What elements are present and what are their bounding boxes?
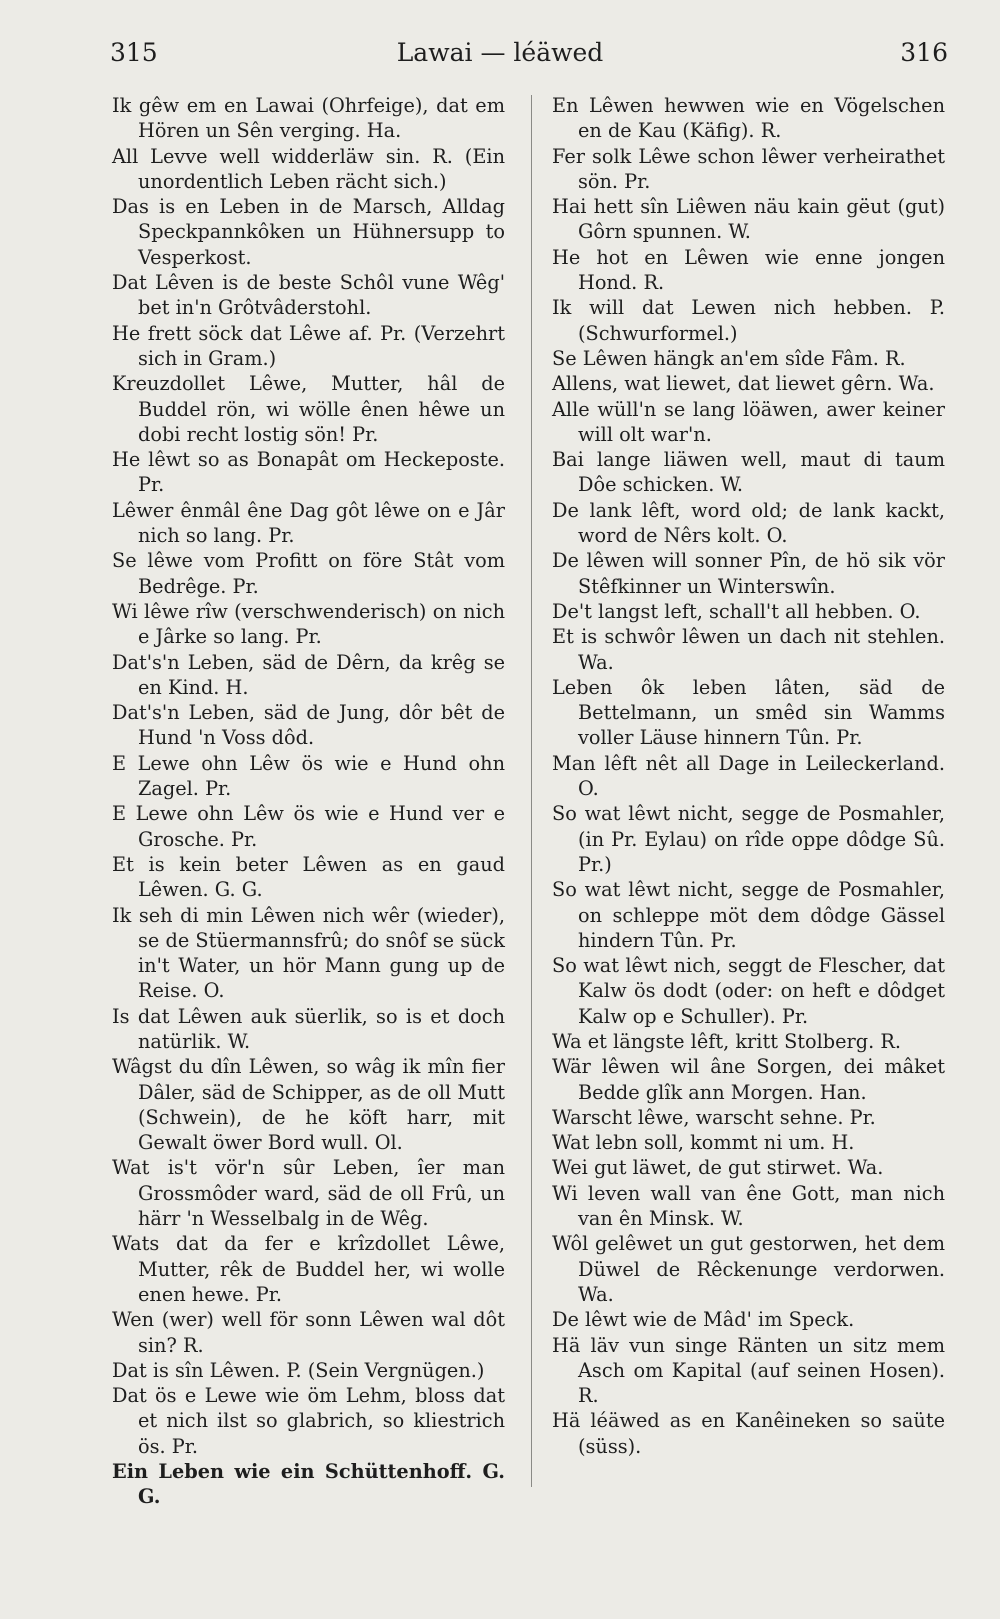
proverb-entry: De lank lêft, word old; de lank kackt, word de Nêrs kolt. O. xyxy=(552,498,945,548)
proverb-entry: Et is schwôr lêwen un dach nit stehlen. Wa. xyxy=(552,625,945,674)
proverb-entry: Wär lêwen wil âne Sorgen, dei mâket Bedde glîk ann Morgen. Han. xyxy=(552,1055,945,1104)
proverb-entry: Leben ôk leben lâten, säd de Bettelmann, un smêd sin Wamms voller Läuse hinnern Tûn. Pr. xyxy=(552,675,945,750)
proverb-entry: Dat ös e Lewe wie öm Lehm, bloss dat et nich ilst so glabrich, so kliestrich ös. Pr. xyxy=(112,1384,505,1458)
proverb-entry: Allens, wat liewet, dat liewet gêrn. Wa. xyxy=(552,372,935,396)
proverb-entry: Ik gêw em en Lawai (Ohrfeige), dat em Hören un Sên verging. Ha. xyxy=(112,94,505,143)
proverb-entry: So wat lêwt nicht, segge de Posmahler, (in Pr. Eylau) on rîde oppe dôdge Sû. Pr.) xyxy=(552,802,945,876)
proverb-entry: Se lêwe vom Profitt on före Stât vom Bedrêge. Pr. xyxy=(112,549,505,598)
proverb-entry: Ik seh di min Lêwen nich wêr (wieder), se de Stüermannsfrû; do snôf se sück in't Water, un hör Mann gung up de Reise. O. xyxy=(112,903,505,1003)
left-column xyxy=(112,93,505,1510)
proverb-entry: De lêwt wie de Mâd' im Speck. xyxy=(552,1308,855,1332)
proverb-entry: Fer solk Lêwe schon lêwer verheirathet sön. Pr. xyxy=(552,144,945,193)
proverb-entry: Man lêft nêt all Dage in Leileckerland. O. xyxy=(552,751,945,801)
proverb-entry: Wats dat da fer e krîzdollet Lêwe, Mutter, rêk de Buddel her, wi wolle enen hewe. Pr. xyxy=(112,1232,505,1306)
left-page-number: 315 xyxy=(110,38,158,67)
proverb-entry: Das is en Leben in de Marsch, Alldag Speckpannkôken un Hühnersupp to Vesperkost. xyxy=(112,195,505,269)
proverb-entry: He lêwt so as Bonapât om Heckeposte. Pr. xyxy=(112,448,505,497)
proverb-entry: Wi leven wall van êne Gott, man nich van ên Minsk. W. xyxy=(552,1181,945,1231)
proverb-entry: Hä läv vun singe Ränten un sitz mem Asch om Kapital (auf seinen Hosen). R. xyxy=(552,1333,945,1408)
proverb-entry: De't langst left, schall't all hebben. O. xyxy=(552,599,921,623)
proverb-entry: He hot en Lêwen wie enne jongen Hond. R. xyxy=(552,245,945,295)
proverb-entry: De lêwen will sonner Pîn, de hö sik vör Stêfkinner un Winterswîn. xyxy=(552,549,945,598)
proverb-entry: All Levve well widderläw sin. R. (Ein unordentlich Leben rächt sich.) xyxy=(112,144,505,193)
proverb-entry: Ein Leben wie ein Schüttenhoff. G. G. xyxy=(112,1460,505,1509)
proverb-entry: He frett söck dat Lêwe af. Pr. (Verzehrt sich in Gram.) xyxy=(112,321,505,370)
proverb-entry: En Lêwen hewwen wie en Vögelschen en de Kau (Käfig). R. xyxy=(552,94,945,143)
proverb-entry: Wâgst du dîn Lêwen, so wâg ik mîn fier Dâler, säd de Schipper, as de oll Mutt (Schwein), de he köft harr, mit Gewalt öwer Bord wull. Ol. xyxy=(112,1055,505,1155)
proverb-entry: Wat lebn soll, kommt ni um. H. xyxy=(552,1131,855,1155)
column-divider xyxy=(531,95,532,1487)
proverb-entry: Ik will dat Lewen nich hebben. P. (Schwurformel.) xyxy=(552,296,945,345)
proverb-entry: So wat lêwt nicht, segge de Posmahler, on schleppe möt dem dôdge Gässel hindern Tûn. Pr. xyxy=(552,878,945,952)
proverb-entry: Alle wüll'n se lang löäwen, awer keiner will olt war'n. xyxy=(552,397,945,446)
proverb-entry: Wa et längste lêft, kritt Stolberg. R. xyxy=(552,1029,902,1053)
proverb-entry: Warscht lêwe, warscht sehne. Pr. xyxy=(552,1105,876,1129)
proverb-entry: So wat lêwt nich, seggt de Flescher, dat Kalw ös dodt (oder: on heft e dôdget Kalw op e Schuller). Pr. xyxy=(552,954,945,1028)
proverb-entry: Wôl gelêwet un gut gestorwen, het dem Düwel de Rêckenunge verdorwen. Wa. xyxy=(552,1232,945,1306)
right-page-number: 316 xyxy=(900,38,948,67)
proverb-entry: Wi lêwe rîw (verschwenderisch) on nich e Jârke so lang. Pr. xyxy=(112,599,505,649)
right-column xyxy=(552,93,945,1459)
proverb-entry: Wat is't vör'n sûr Leben, îer man Grossmôder ward, säd de oll Frû, un härr 'n Wesselbalg in de Wêg. xyxy=(112,1156,505,1231)
proverb-entry: Lêwer ênmâl êne Dag gôt lêwe on e Jâr nich so lang. Pr. xyxy=(112,498,505,548)
proverb-entry: Wen (wer) well för sonn Lêwen wal dôt sin? R. xyxy=(112,1308,505,1357)
proverb-entry: Dat Lêven is de beste Schôl vune Wêg' bet in'n Grôtvâderstohl. xyxy=(112,271,505,320)
proverb-entry: Bai lange liäwen well, maut di taum Dôe schicken. W. xyxy=(552,448,945,497)
proverb-entry: Se Lêwen hängk an'em sîde Fâm. R. xyxy=(552,346,906,370)
proverb-entry: Is dat Lêwen auk süerlik, so is et doch natürlik. W. xyxy=(112,1004,505,1053)
proverb-entry: Kreuzdollet Lêwe, Mutter, hâl de Buddel rön, wi wölle ênen hêwe un dobi recht lostig sön! Pr. xyxy=(112,372,505,446)
proverb-entry: E Lewe ohn Lêw ös wie e Hund ver e Grosche. Pr. xyxy=(112,802,505,851)
proverb-entry: Et is kein beter Lêwen as en gaud Lêwen. G. G. xyxy=(112,852,505,902)
proverb-entry: Hai hett sîn Liêwen näu kain gëut (gut) Gôrn spunnen. W. xyxy=(552,195,945,244)
proverb-entry: Dat is sîn Lêwen. P. (Sein Vergnügen.) xyxy=(112,1358,485,1382)
proverb-entry: Wei gut läwet, de gut stirwet. Wa. xyxy=(552,1156,884,1180)
proverb-entry: Hä léäwed as en Kanêineken so saüte (süss). xyxy=(552,1409,945,1458)
running-title: Lawai — léäwed xyxy=(396,38,604,67)
proverb-entry: Dat's'n Leben, säd de Jung, dôr bêt de Hund 'n Voss dôd. xyxy=(112,701,505,750)
proverb-entry: E Lewe ohn Lêw ös wie e Hund ohn Zagel. Pr. xyxy=(112,751,505,801)
proverb-entry: Dat's'n Leben, säd de Dêrn, da krêg se en Kind. H. xyxy=(112,650,505,699)
